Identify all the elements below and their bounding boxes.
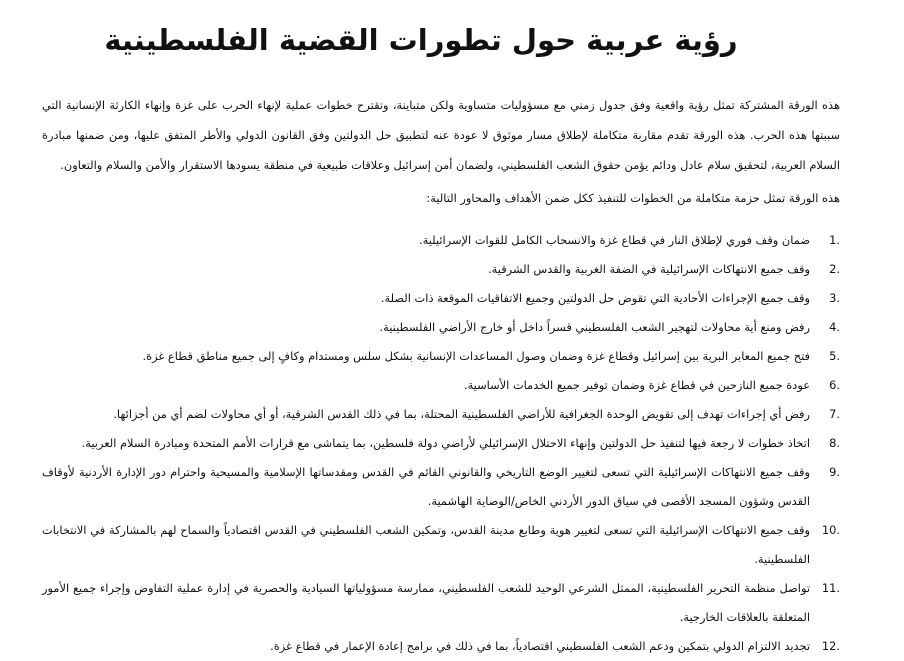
list-item	[22, 516, 840, 574]
list-item-text: رفض أي إجراءات تهدف إلى تقويض الوحدة الجغرافية للأراضي الفلسطينية المحتلة، بما في ذلك القدس الشرقية، أو أي محاولات لضم أي من أجزائها.	[113, 407, 810, 421]
list-item-text: تواصل منظمة التحرير الفلسطينية، الممثل الشرعي الوحيد للشعب الفلسطيني، ممارسة مسؤولياتها السيادية والحصرية في إدارة عملية التفاوض وإجراء جميع الأمور المتعلقة بالعلاقات الخارجية.	[42, 581, 810, 624]
list-item	[22, 342, 840, 371]
list-item-number: 6.	[829, 378, 840, 392]
list-item	[22, 400, 840, 429]
list-item-text: وقف جميع الانتهاكات الإسرائيلية في الضفة الغربية والقدس الشرقية.	[488, 262, 810, 276]
list-item-text: وقف جميع الانتهاكات الإسرائيلية التي تسعى لتغيير هوية وطابع مدينة القدس، وتمكين الشعب الفلسطيني في القدس اقتصادياً والسماح لهم بالمشاركة في الانتخابات الفلسطينية.	[42, 523, 810, 566]
list-item-number: 10.	[821, 523, 840, 537]
list-item-text: عودة جميع النازحين في قطاع غزة وضمان توفير جميع الخدمات الأساسية.	[463, 378, 810, 392]
list-item-number: 9.	[829, 465, 840, 479]
numbered-list	[22, 226, 840, 661]
list-item-number: 2.	[829, 262, 840, 276]
list-item	[22, 226, 840, 255]
list-item	[22, 632, 840, 661]
list-item-text: وقف جميع الإجراءات الأحادية التي تقوض حل الدولتين وجميع الاتفاقيات الموقعة ذات الصلة.	[380, 291, 810, 305]
list-item	[22, 371, 840, 400]
list-item	[22, 255, 840, 284]
list-item-text: رفض ومنع أية محاولات لتهجير الشعب الفلسطيني قسراً داخل أو خارج الأراضي الفلسطينية.	[379, 320, 810, 334]
document-title: رؤية عربية حول تطورات القضية الفلسطينية	[104, 23, 738, 57]
list-item-number: 7.	[829, 407, 840, 421]
list-item-number: 5.	[829, 349, 840, 363]
list-item-number: 1.	[829, 233, 840, 247]
list-item	[22, 429, 840, 458]
list-item	[22, 284, 840, 313]
list-item	[22, 458, 840, 516]
intro-paragraph: هذه الورقة المشتركة تمثل رؤية واقعية وفق جدول زمني مع مسؤوليات متساوية ولكن متباينة، وتقترح خطوات عملية لإنهاء الحرب على غزة وإنهاء الكارثة الإنسانية التي سببتها هذه الحرب. هذه الورقة تقدم مقاربة متكاملة لإطلاق مسار موثوق لا عودة عنه لتطبيق حل الدولتين وفق القانون الدولي والأطر المتفق عليها، ومن ضمنها مبادرة السلام العربية، لتحقيق سلام عادل ودائم يؤمن حقوق الشعب الفلسطيني، ولضمان أمن إسرائيل وعلاقات طبيعية في منطقة يسودها الاستقرار والأمن والسلام والتعاون.	[42, 98, 840, 172]
list-item-number: 3.	[829, 291, 840, 305]
list-item-number: 11.	[821, 581, 840, 595]
list-item	[22, 313, 840, 342]
list-item-number: 12.	[821, 639, 840, 653]
list-item-text: وقف جميع الانتهاكات الإسرائيلية التي تسعى لتغيير الوضع التاريخي والقانوني القائم في القدس ومقدساتها الإسلامية والمسيحية واحترام دور الإدارة الأردنية لأوقاف القدس وشؤون المسجد الأقصى في سياق الدور الأردني الخاص/الوصاية الهاشمية.	[42, 465, 810, 508]
lead-paragraph: هذه الورقة تمثل حزمة متكاملة من الخطوات للتنفيذ ككل ضمن الأهداف والمحاور التالية:	[426, 191, 840, 205]
list-item	[22, 574, 840, 632]
list-item-text: ضمان وقف فوري لإطلاق النار في قطاع غزة والانسحاب الكامل للقوات الإسرائيلية.	[419, 233, 810, 247]
list-item-number: 8.	[829, 436, 840, 450]
list-item-text: اتخاذ خطوات لا رجعة فيها لتنفيذ حل الدولتين وإنهاء الاحتلال الإسرائيلي لأراضي دولة فلسطين، بما يتماشى مع قرارات الأمم المتحدة ومبادرة السلام العربية.	[81, 436, 810, 450]
list-item-text: تجديد الالتزام الدولي بتمكين ودعم الشعب الفلسطيني اقتصادياً، بما في ذلك في برامج إعادة الإعمار في قطاع غزة.	[270, 639, 810, 653]
list-item-number: 4.	[829, 320, 840, 334]
list-item-text: فتح جميع المعابر البرية بين إسرائيل وقطاع غزة وضمان وصول المساعدات الإنسانية بشكل سلس ومستدام وكافٍ إلى جميع مناطق قطاع غزة.	[142, 349, 810, 363]
